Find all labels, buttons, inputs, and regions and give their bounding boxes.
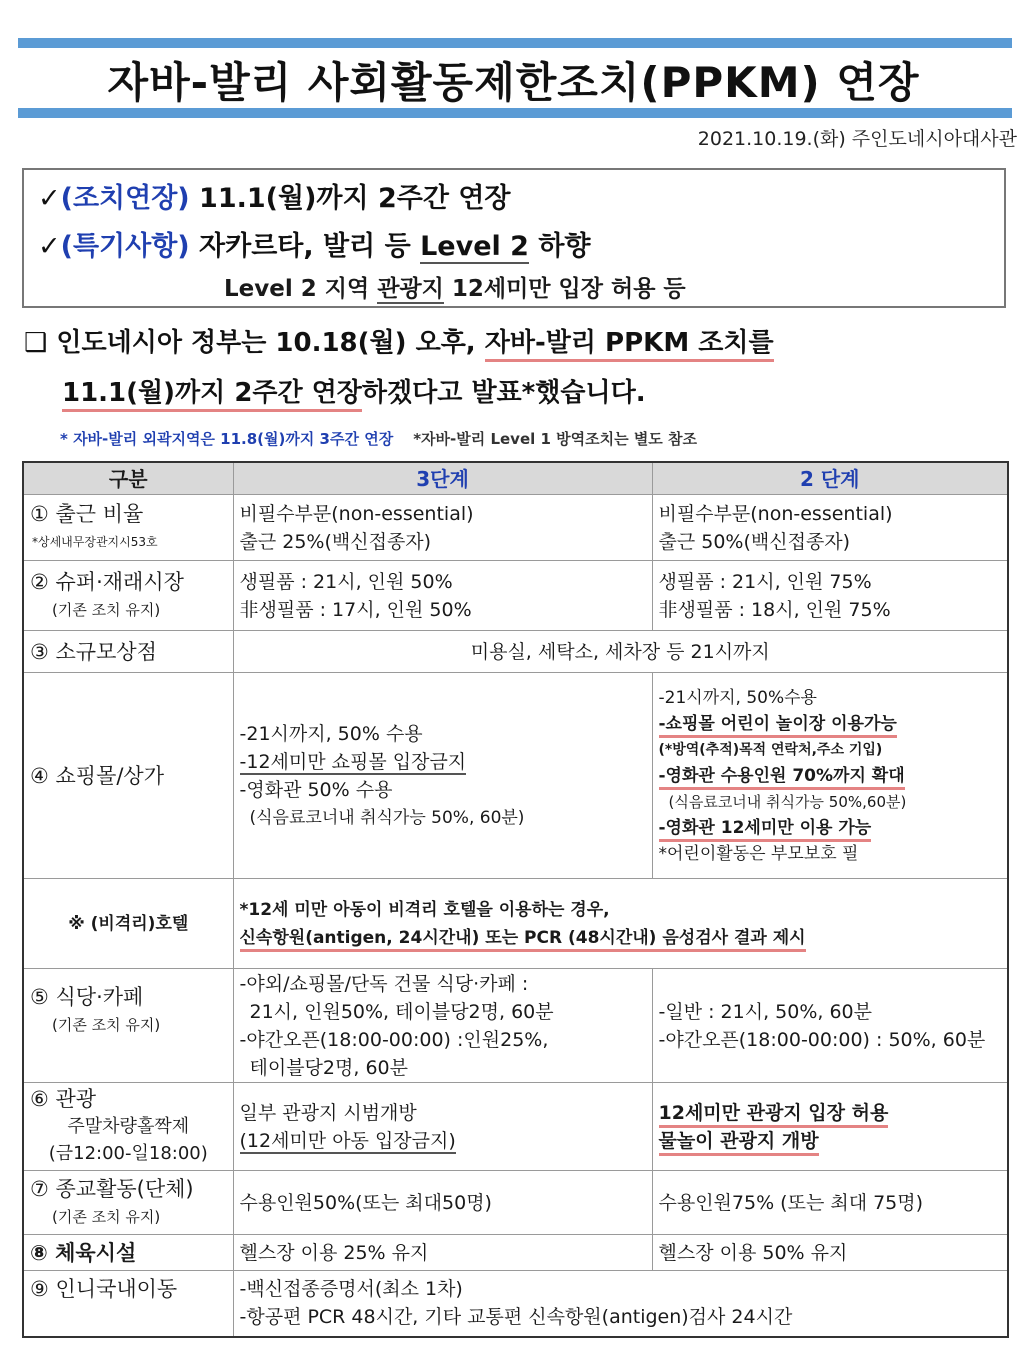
category-sub: (기존 조치 유지) — [52, 600, 161, 619]
check-icon: ✓ — [38, 231, 61, 262]
table-row — [23, 673, 1008, 879]
announcement-text-1a: 인도네시아 정부는 10.18(월) 오후, — [56, 328, 485, 358]
cell-line-text: (12세미만 아동 입장금지) — [239, 1129, 456, 1152]
level3-cell — [233, 561, 652, 631]
cell-line-text: 신속항원(antigen, 24시간내) 또는 PCR (48시간내) 음성검사 결과 제시 — [240, 928, 806, 952]
header-level3: 3단계 — [233, 462, 652, 495]
cell-line: 비필수부문(non-essential) — [658, 502, 893, 525]
level2-cell — [652, 495, 1008, 561]
summary-level2-a: Level 2 지역 — [224, 276, 378, 302]
category-label: ⑧ 체육시설 — [30, 1240, 137, 1265]
category-sub: *상세내무장관지시53호 — [32, 534, 158, 549]
cell-line: -항공편 PCR 48시간, 기타 교통편 신속항원(antigen)검사 24시간 — [239, 1306, 793, 1329]
cell-line: 헬스장 이용 25% 유지 — [239, 1241, 429, 1264]
cell-line: 생필품 : 21시, 인원 75% — [658, 570, 872, 593]
category-sub: (기존 조치 유지) — [52, 1016, 161, 1034]
merged-cell — [233, 1271, 1008, 1337]
cell-line: (식음료코너내 취식가능 50%,60분) — [668, 792, 907, 811]
table-row — [23, 1271, 1008, 1337]
announcement-text-2a: 11.1(월)까지 2주간 연장 — [62, 378, 362, 412]
cell-line-text: -영화관 12세미만 이용 가능 — [659, 818, 872, 842]
category-sub: (금12:00-일18:00) — [48, 1143, 208, 1164]
cell-line — [659, 815, 1002, 841]
cell-line: -21시까지, 50%수용 — [658, 687, 817, 708]
level3-cell — [233, 673, 652, 879]
cell-line: 테이블당2명, 60분 — [249, 1056, 408, 1079]
cell-line: -야간오픈(18:00-00:00) : 50%, 60분 — [658, 1028, 986, 1051]
merged-cell — [233, 879, 1008, 969]
announcement-note — [60, 428, 697, 449]
cell-line: (*방역(추적)목적 연락처,주소 기입) — [658, 741, 883, 758]
table-row — [23, 1235, 1008, 1271]
level3-cell — [233, 495, 652, 561]
row-category — [23, 1083, 233, 1171]
summary-text-special-level: Level 2 — [420, 231, 529, 262]
page-title: 자바-발리 사회활동제한조치(PPKM) 연장 — [107, 58, 920, 107]
level3-cell — [233, 1171, 652, 1235]
level2-cell — [652, 561, 1008, 631]
bullet-icon: ❑ — [24, 328, 48, 358]
cell-line: 출근 25%(백신접종자) — [239, 530, 432, 553]
level2-cell — [652, 673, 1008, 879]
cell-line — [659, 1099, 1002, 1127]
row-category — [23, 969, 233, 1083]
level3-cell — [233, 969, 652, 1083]
category-label: ① 출근 비율 — [30, 501, 144, 526]
table-row — [23, 879, 1008, 969]
cell-line: 21시, 인원50%, 테이블당2명, 60분 — [249, 1000, 554, 1023]
cell-line-text: -12세미만 쇼핑몰 입장금지 — [239, 750, 467, 773]
cell-line — [240, 1127, 646, 1155]
row-category — [23, 561, 233, 631]
summary-line-level2 — [224, 270, 686, 303]
category-label: ※ (비격리)호텔 — [68, 913, 189, 934]
cell-line: 수용인원50%(또는 최대50명) — [239, 1191, 492, 1214]
row-category — [23, 1235, 233, 1271]
note-level1: *자바-발리 Level 1 방역조치는 별도 참조 — [413, 430, 698, 448]
announcement-text-1b: 자바-발리 PPKM 조치를 — [485, 328, 774, 362]
note-outer-region: * 자바-발리 외곽지역은 11.8(월)까지 3주간 연장 — [60, 430, 394, 448]
row-category — [23, 1171, 233, 1235]
cell-line: *12세 미만 아동이 비격리 호텔을 이용하는 경우, — [239, 899, 610, 920]
cell-line: -야외/쇼핑몰/단독 건물 식당·카페 : — [239, 972, 529, 995]
category-label: ② 슈퍼·재래시장 — [30, 569, 184, 594]
header-level2: 2 단계 — [652, 462, 1008, 495]
row-category — [23, 631, 233, 673]
level3-cell — [233, 1235, 652, 1271]
cell-line: -백신접종증명서(최소 1차) — [239, 1278, 463, 1301]
cell-line: 비필수부문(non-essential) — [239, 502, 474, 525]
category-label: ③ 소규모상점 — [30, 639, 157, 664]
cell-line: 헬스장 이용 50% 유지 — [658, 1241, 848, 1264]
announcement-line-2 — [62, 372, 646, 409]
cell-line: 수용인원75% (또는 최대 75명) — [658, 1191, 924, 1214]
summary-line-special — [38, 224, 591, 263]
measures-table — [22, 461, 1009, 1338]
cell-line: 非생필품 : 17시, 인원 50% — [239, 598, 472, 621]
cell-line: -21시까지, 50% 수용 — [239, 722, 423, 745]
cell-line: -야간오픈(18:00-00:00) :인원25%, — [239, 1028, 549, 1051]
summary-label-extension: (조치연장) — [60, 183, 190, 214]
cell-line: 일부 관광지 시범개방 — [239, 1101, 417, 1124]
category-label: ⑥ 관광 — [30, 1087, 97, 1111]
cell-line — [659, 711, 1002, 737]
cell-line-text: 물놀이 관광지 개방 — [659, 1130, 819, 1156]
table-row — [23, 1083, 1008, 1171]
cell-line: -일반 : 21시, 50%, 60분 — [658, 1000, 872, 1023]
cell-line-text: 12세미만 관광지 입장 허용 — [659, 1102, 889, 1128]
summary-text-special-c: 하향 — [528, 231, 591, 262]
category-sub: (기존 조치 유지) — [52, 1207, 161, 1226]
level2-cell — [652, 969, 1008, 1083]
level2-cell — [652, 1171, 1008, 1235]
announcement-text-2b: 하겠다고 발표*했습니다. — [361, 378, 646, 408]
cell-line: 미용실, 세탁소, 세차장 등 21시까지 — [470, 640, 770, 663]
row-category — [23, 1271, 233, 1337]
summary-level2-c: 12세미만 입장 허용 등 — [443, 276, 686, 302]
category-label: ④ 쇼핑몰/상가 — [30, 763, 165, 788]
table-row — [23, 1171, 1008, 1235]
cell-line — [659, 1127, 1002, 1155]
cell-line-text: -쇼핑몰 어린이 놀이장 이용가능 — [659, 714, 897, 738]
table-row — [23, 969, 1008, 1083]
level3-cell — [233, 1083, 652, 1171]
header-category: 구분 — [23, 462, 233, 495]
row-category — [23, 495, 233, 561]
cell-line — [659, 763, 1002, 789]
cell-line: 非생필품 : 18시, 인원 75% — [658, 598, 891, 621]
cell-line-text: -영화관 수용인원 70%까지 확대 — [659, 766, 905, 790]
issue-date: 2021.10.19.(화) 주인도네시아대사관 — [697, 128, 1017, 150]
category-sub: 주말차량홀짝제 — [67, 1116, 190, 1137]
table-row — [23, 495, 1008, 561]
table-header-row — [23, 462, 1008, 495]
level2-cell — [652, 1083, 1008, 1171]
check-icon: ✓ — [38, 183, 61, 214]
category-label: ⑨ 인니국내이동 — [30, 1277, 178, 1301]
table-row — [23, 631, 1008, 673]
summary-level2-tourist: 관광지 — [377, 276, 444, 302]
cell-line — [240, 748, 646, 776]
level2-cell — [652, 1235, 1008, 1271]
summary-text-special-a: 자카르타, 발리 등 — [199, 231, 421, 262]
cell-line: 출근 50%(백신접종자) — [658, 530, 851, 553]
cell-line — [240, 924, 1002, 952]
category-label: ⑤ 식당·카페 — [30, 985, 144, 1009]
cell-line: (식음료코너내 취식가능 50%, 60분) — [249, 807, 525, 828]
cell-line: *어린이활동은 부모보호 필 — [658, 843, 859, 864]
table-row — [23, 561, 1008, 631]
row-category — [23, 879, 233, 969]
cell-line: -영화관 50% 수용 — [239, 778, 393, 801]
row-category — [23, 673, 233, 879]
title-underline-rule — [18, 108, 1012, 118]
top-rule — [18, 38, 1012, 48]
merged-cell — [233, 631, 1008, 673]
summary-text-extension: 11.1(월)까지 2주간 연장 — [199, 183, 511, 214]
summary-line-extension — [38, 176, 511, 215]
announcement-line-1 — [24, 322, 774, 359]
cell-line: 생필품 : 21시, 인원 50% — [239, 570, 453, 593]
summary-label-special: (특기사항) — [60, 231, 190, 262]
category-label: ⑦ 종교활동(단체) — [30, 1176, 194, 1201]
